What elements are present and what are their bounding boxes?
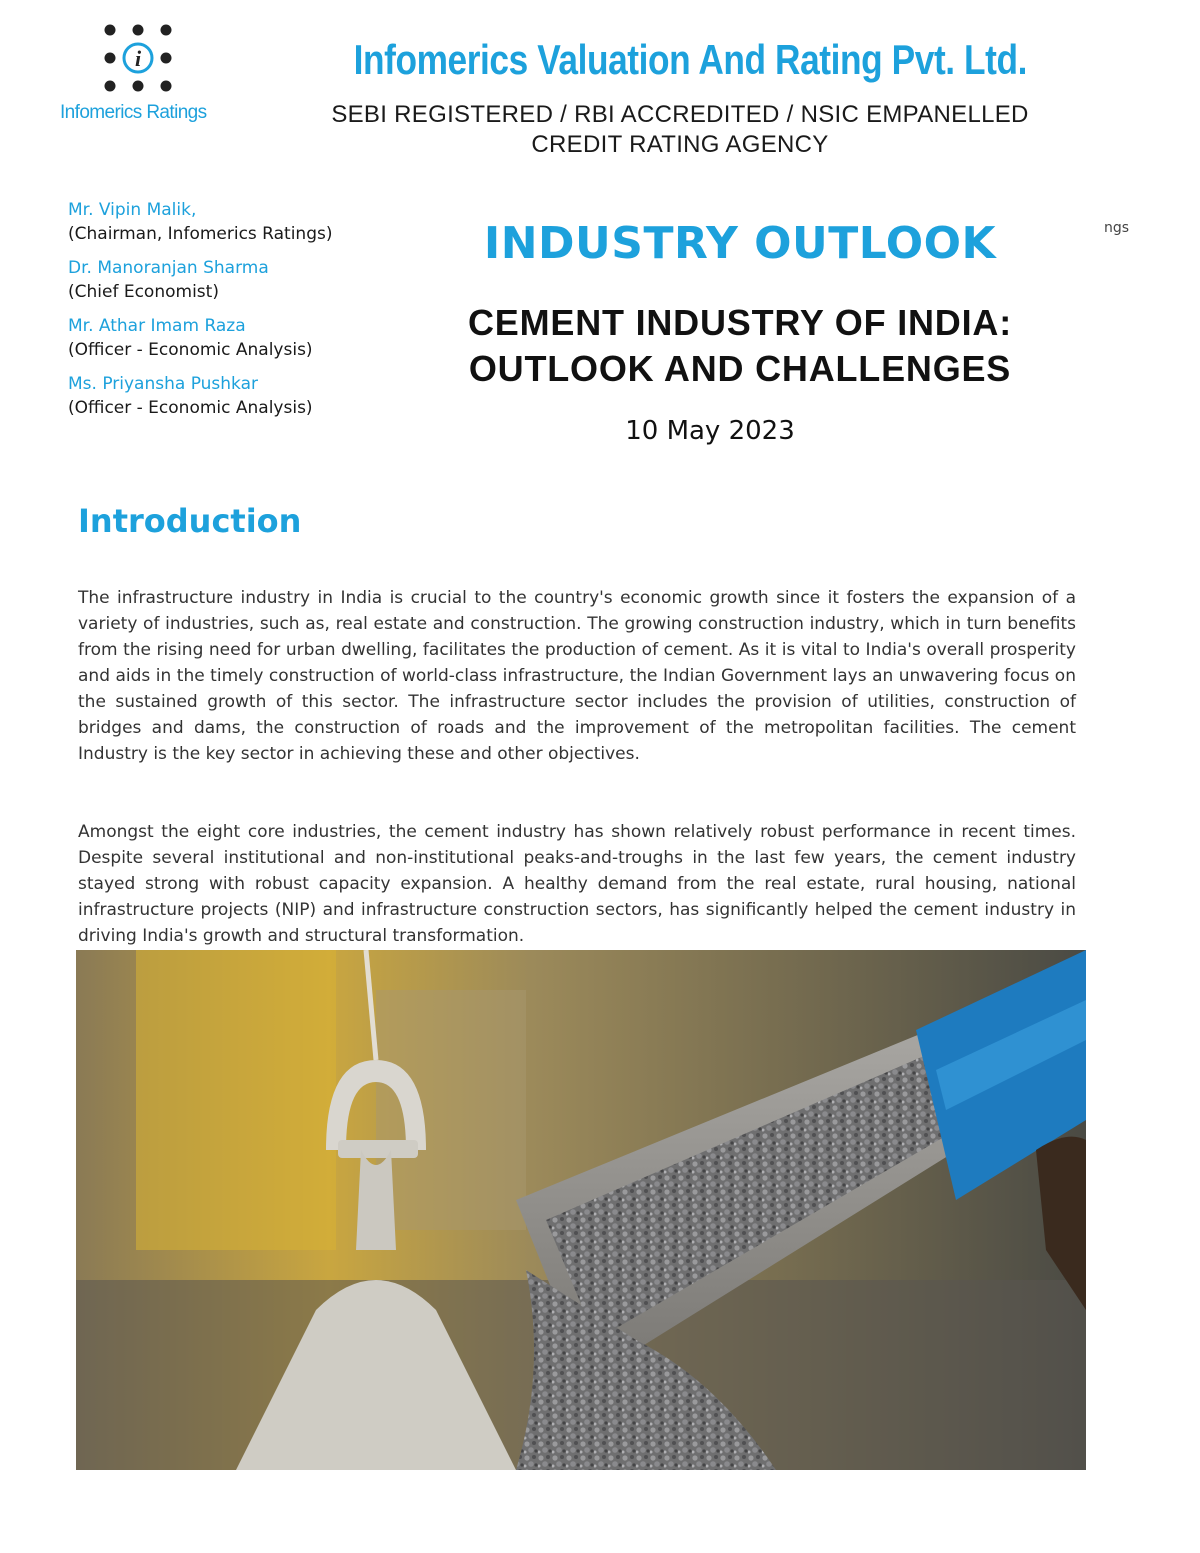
author-name: Ms. Priyansha Pushkar (68, 374, 259, 394)
stray-text-fragment: ngs (1104, 220, 1130, 236)
author-role: (Officer - Economic Analysis) (68, 398, 313, 418)
author-item (68, 198, 388, 246)
industry-outlook-label: INDUSTRY OUTLOOK (483, 218, 997, 269)
report-title (380, 300, 1100, 392)
author-role: (Chief Economist) (68, 282, 219, 302)
author-role: (Chairman, Infomerics Ratings) (68, 224, 333, 244)
credentials-line: SEBI REGISTERED / RBI ACCREDITED / NSIC EMPANELLED (331, 101, 1029, 128)
agency-line: CREDIT RATING AGENCY (531, 131, 829, 158)
introduction-paragraph: The infrastructure industry in India is crucial to the country's economic growth since it fosters the expansion of a variety of industries, such as, real estate and construction. The growing construction industry, which in turn benefits from the rising need for urban dwelling, facilitates the production of cement. As it is vital to India's overall prosperity and aids in the timely construction of world-class infrastructure, the Indian Government lays an unwavering focus on the sustained growth of this sector. The infrastructure sector includes the provision of utilities, construction of bridges and dams, the construction of roads and the improvement of the metropolitan facilities. The cement Industry is the key sector in achieving these and other objectives. (78, 588, 1076, 764)
report-date: 10 May 2023 (625, 416, 795, 446)
company-name: Infomerics Valuation And Rating Pvt. Ltd. (353, 36, 1028, 83)
author-item (68, 372, 388, 420)
author-name: Mr. Athar Imam Raza (68, 316, 246, 336)
author-name: Dr. Manoranjan Sharma (68, 258, 269, 278)
author-list (68, 198, 388, 430)
author-name: Mr. Vipin Malik, (68, 200, 197, 220)
author-item (68, 256, 388, 304)
cement-chute-illustration (76, 950, 1086, 1470)
company-credentials (300, 100, 1060, 160)
logo-text: Infomerics Ratings (60, 102, 207, 123)
cement-pouring-photo (76, 950, 1086, 1470)
svg-text:i: i (134, 46, 142, 71)
introduction-heading: Introduction (78, 502, 302, 540)
author-item (68, 314, 388, 362)
report-title-line: OUTLOOK AND CHALLENGES (468, 348, 1012, 389)
report-title-line: CEMENT INDUSTRY OF INDIA: (467, 302, 1012, 343)
introduction-paragraph: Amongst the eight core industries, the cement industry has shown relatively robust performance in recent times. Despite several institutional and non-institutional peaks-and-troughs in the last few years, the cement industry stayed strong with robust capacity expansion. A healthy demand from the real estate, rural housing, national infrastructure projects (NIP) and infrastructure construction sectors, has significantly helped the cement industry in driving India's growth and structural transformation. (78, 822, 1076, 946)
author-role: (Officer - Economic Analysis) (68, 340, 313, 360)
